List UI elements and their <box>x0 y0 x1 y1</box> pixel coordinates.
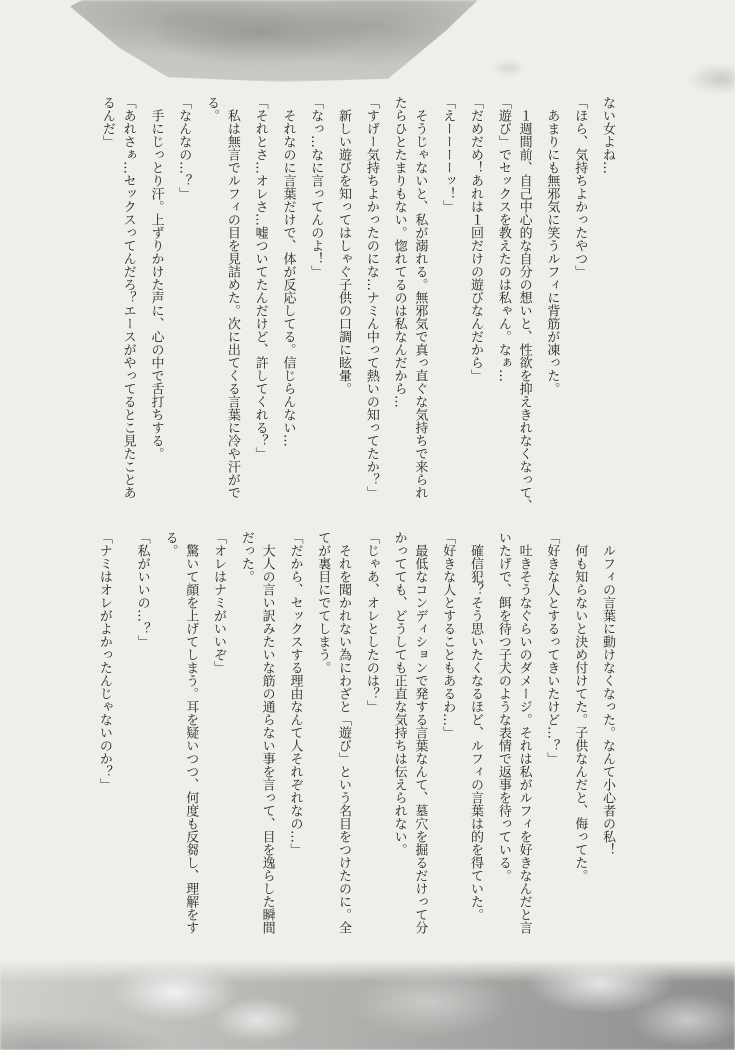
paragraph <box>596 531 617 956</box>
text-line: 「だから、セックスする理由なんて人それぞれなの…」 <box>287 531 303 856</box>
paragraph <box>93 531 114 956</box>
paragraph <box>304 96 325 521</box>
paragraph <box>464 531 485 956</box>
text-line: 「それとさ…オレさ…嘘ついてたんだけど、許してくれる？」 <box>252 96 268 460</box>
text-line: 「好きな人とするってきいたけど…？」 <box>544 531 560 765</box>
text-line: 「すげー気持ちよかったのにな…ナミん中って熱いの知ってたか？」 <box>363 96 379 499</box>
text-line: ルフィの言葉に動けなくなった。なんて小心者の私！ <box>600 544 615 856</box>
text-line: １週間前、自己中心的な自分の想いと、性欲を抑えきれなくなって、 <box>516 109 532 512</box>
paragraph <box>388 96 430 521</box>
text-line: ない女よね… <box>600 96 615 174</box>
text-line: るんだ」 <box>99 96 115 148</box>
paragraph <box>277 96 298 521</box>
text-line: 「ナミはオレがよかったんじゃないのか？」 <box>96 531 112 791</box>
paragraph <box>360 96 381 521</box>
text-line: たらひとたまりもない。惚れてるのは私なんだから… <box>391 96 407 408</box>
paragraph <box>131 531 152 956</box>
text-line: かってても、どうしても正直な気持ちは伝えられない。 <box>391 531 407 856</box>
text-line: そうじゃないと、私が溺れる。無邪気で真っ直ぐな気持ちで来られ <box>412 109 428 499</box>
paragraph <box>568 96 589 521</box>
text-line: 「オレはナミがいいぞ」 <box>211 531 227 674</box>
text-line: それなのに言葉だけで、体が反応してる。信じらんない… <box>280 109 296 447</box>
paragraph <box>284 531 305 956</box>
scan-smudge-faint <box>492 60 526 76</box>
text-line: 吐きそうなぐらいのダメージ。それは私がルフィを好きなんだと言 <box>516 544 532 934</box>
text-line: 「好きな人とすることもあるわ…」 <box>440 531 456 739</box>
paragraph <box>541 531 562 956</box>
paragraph <box>159 531 201 956</box>
paragraph <box>207 531 228 956</box>
text-line: 手にじっとり汗。上ずりかけた声に、心の中で舌打ちする。 <box>148 109 164 460</box>
text-line: 「遊び」でセックスを教えたのは私ゃん。なぁ… <box>495 96 511 382</box>
text-line: 「あれさぁ…セックスってんだろ？エースがやってるとこ見たことあ <box>120 96 136 499</box>
text-line: 何も知らないと決め付けてた。子供なんだと、侮ってた。 <box>572 544 588 882</box>
paragraph <box>388 531 430 956</box>
paragraph <box>568 531 589 956</box>
scan-smudge-top <box>70 0 478 82</box>
scan-smudge-right-edge <box>688 64 735 94</box>
text-block-lower <box>93 531 617 956</box>
paragraph <box>332 96 353 521</box>
text-line: 「えーーーーッ！」 <box>440 96 456 213</box>
paragraph <box>492 531 534 956</box>
paragraph <box>360 531 381 956</box>
paragraph <box>172 96 193 521</box>
text-line: る。 <box>162 531 178 557</box>
paragraph <box>436 96 457 521</box>
text-line: 「なっ…なに言ってんのよ！」 <box>308 96 324 278</box>
text-line: 私は無言でルフィの目を見詰めた。次に出てくる言葉に冷や汗がで <box>224 109 240 499</box>
text-line: てが裏目にでてしまう。 <box>315 531 331 674</box>
paragraph <box>311 531 353 956</box>
paragraph <box>249 96 270 521</box>
paragraph <box>235 531 277 956</box>
paragraph <box>492 96 534 521</box>
text-line: それを聞かれない為にわざと「遊び」という名目をつけたのに。全 <box>336 544 352 934</box>
paragraph <box>200 96 242 521</box>
paragraph <box>596 96 617 521</box>
text-line: 「ほら、気持ちよかったやつ」 <box>572 96 588 278</box>
text-line: あまりにも無邪気に笑うルフィに背筋が凍った。 <box>544 109 560 395</box>
text-line: 「私がいいの…？」 <box>134 531 150 648</box>
text-line: いたげで、餌を待つ子犬のような表情で返事を待っている。 <box>495 531 511 882</box>
text-line: 最低なコンディションで発する言葉なんて、墓穴を掘るだけって分 <box>412 544 428 934</box>
scan-cloud-band-bottom <box>0 960 735 1050</box>
text-line: る。 <box>204 96 220 122</box>
paragraph <box>145 96 166 521</box>
text-line: 「だめだめ！あれは１回だけの遊びなんだから」 <box>468 96 484 382</box>
text-line: だった。 <box>238 531 254 583</box>
paragraph <box>464 96 485 521</box>
text-line: 新しい遊びを知ってはしゃぐ子供の口調に眩暈。 <box>336 109 352 395</box>
paragraph <box>96 96 138 521</box>
paragraph <box>541 96 562 521</box>
paragraph <box>436 531 457 956</box>
text-line: 「なんなの…？」 <box>176 96 192 200</box>
text-line: 大人の言い訳みたいな筋の通らない事を言って、目を逸らした瞬間 <box>259 544 275 934</box>
text-block-upper <box>96 96 617 521</box>
text-line: 「じゃあ、オレとしたのは？」 <box>363 531 379 713</box>
text-line: 確信犯？そう思いたくなるほど、ルフィの言葉は的を得ていた。 <box>468 544 484 921</box>
text-line: 驚いて顔を上げてしまう。耳を疑いつつ、何度も反芻し、理解をす <box>183 544 199 934</box>
